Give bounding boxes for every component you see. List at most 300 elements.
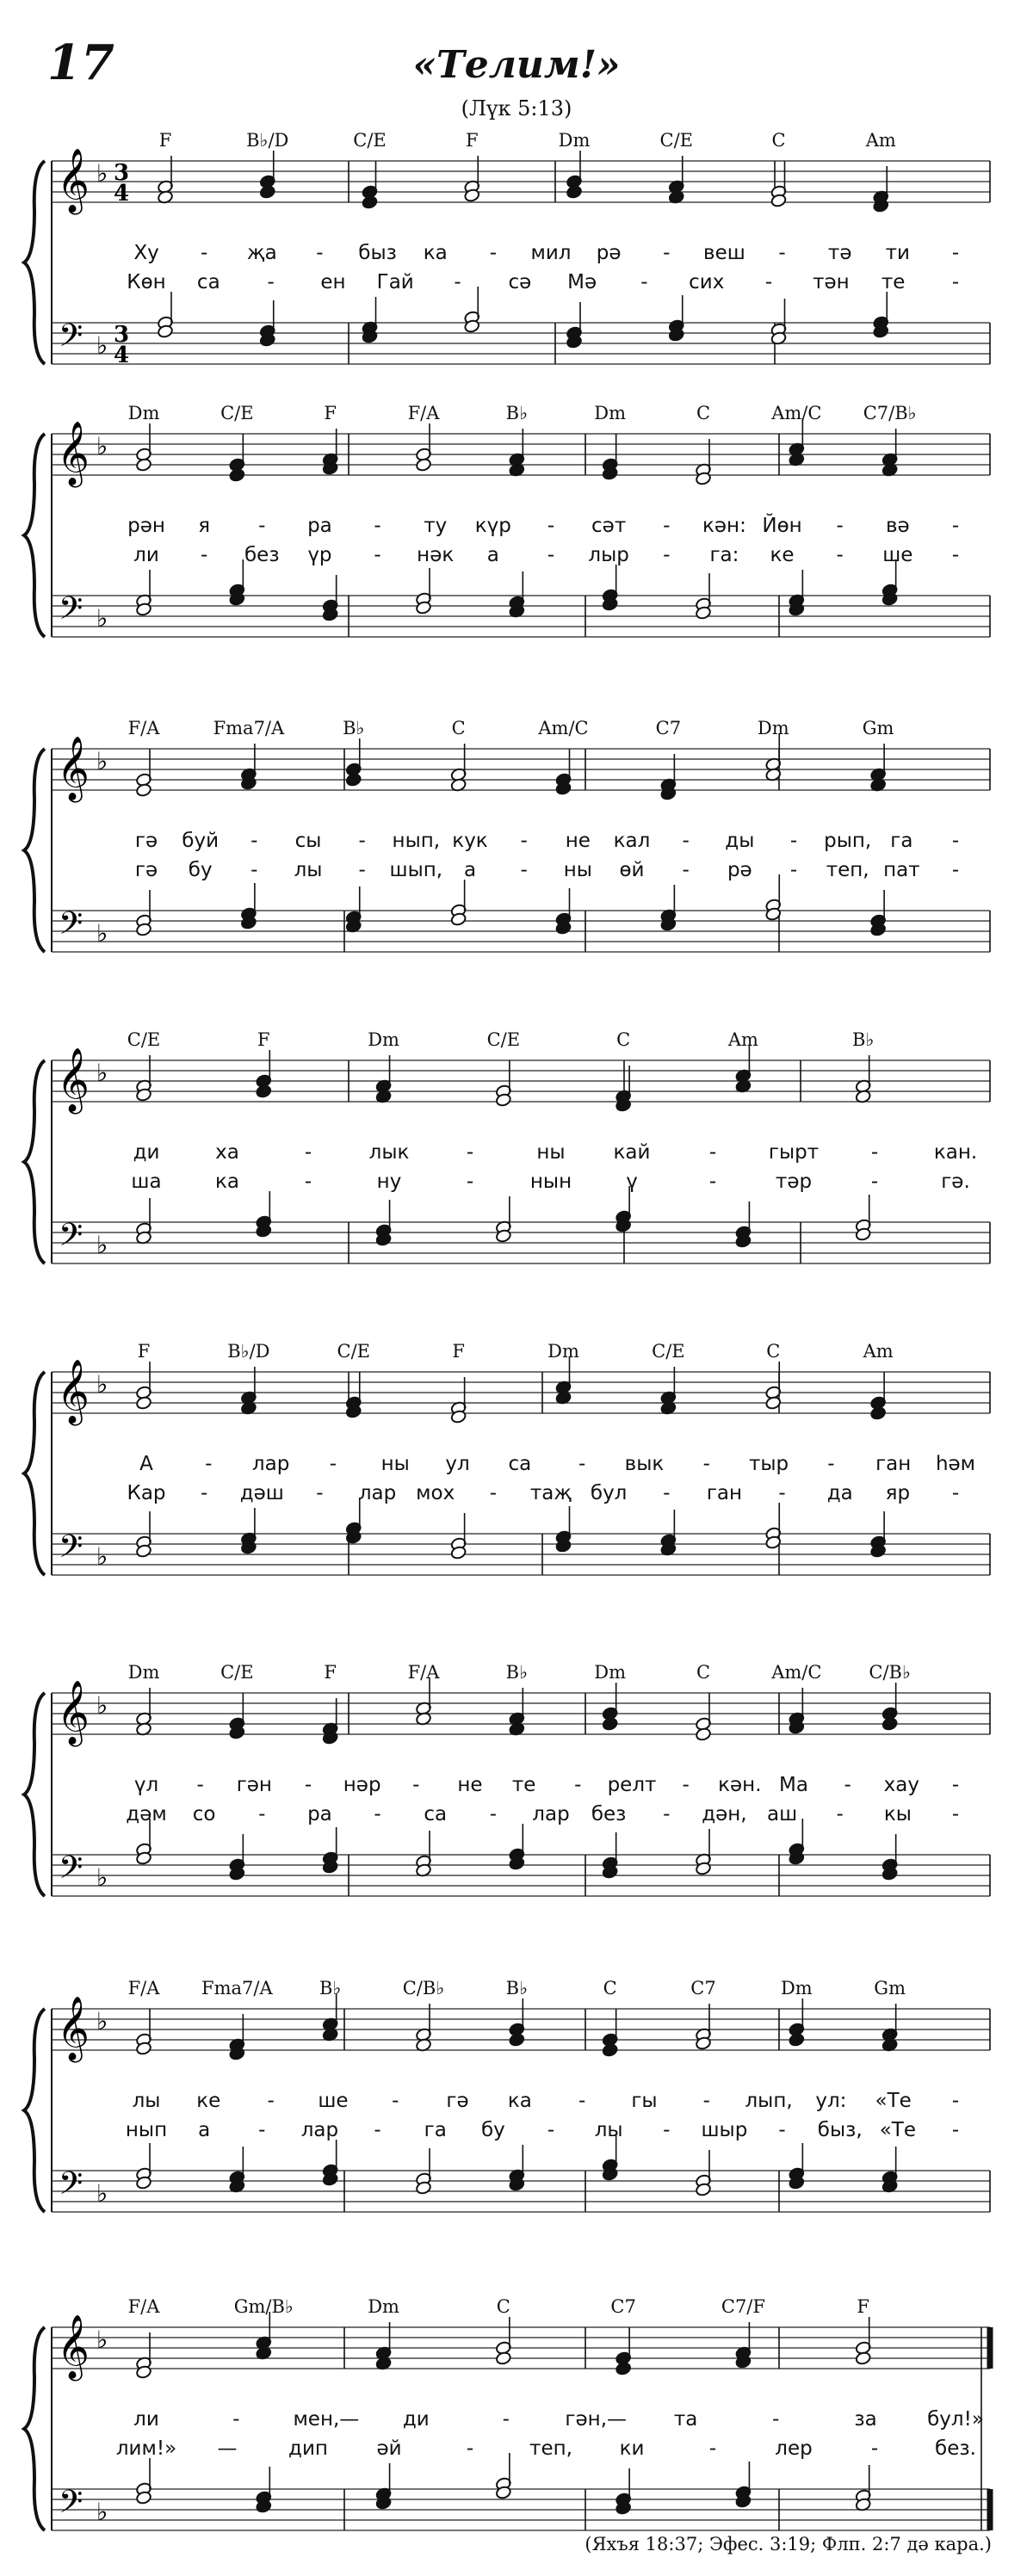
note-head (615, 2362, 632, 2376)
lyric-verse-2: - (778, 2119, 786, 2141)
lyric-verse-1: - (200, 242, 208, 264)
chord-symbol: C (696, 403, 711, 423)
lyric-verse-1: күр (474, 515, 511, 537)
lyric-verse-1: нып, (392, 830, 441, 852)
chord-symbol: C7 (655, 718, 682, 738)
lyric-verse-1: я (198, 515, 211, 537)
lyric-verse-2: са (424, 1803, 448, 1825)
lyric-verse-2: теп, (529, 2437, 572, 2460)
lyric-verse-2: - (200, 1482, 208, 1504)
lyric-verse-2: са (196, 271, 220, 293)
lyric-verse-2: со (192, 1803, 216, 1825)
lyric-verse-1: лып, (745, 2090, 793, 2112)
score-system (0, 718, 1033, 988)
lyric-verse-2: әй (376, 2437, 402, 2460)
score-system (0, 2296, 1033, 2567)
lyric-verse-2: - (836, 544, 844, 566)
lyric-verse-2: таҗ (529, 1482, 572, 1504)
treble-clef-icon: 𝄞 (57, 422, 90, 485)
lyric-verse-1: га (890, 830, 913, 852)
chord-symbol: Dm (368, 2296, 399, 2317)
bass-clef-icon: 𝄢 (59, 590, 84, 634)
lyric-verse-2: - (764, 271, 773, 293)
lyric-verse-1: - (682, 830, 690, 852)
lyric-verse-1: - (392, 2090, 399, 2112)
lyric-verse-2: - (466, 1171, 474, 1193)
footnote: (Яхъя 18:37; Эфес. 3:19; Флп. 2:7 дә кара.) (585, 2534, 992, 2554)
lyric-verse-2: - (663, 1803, 671, 1825)
lyric-verse-1: - (951, 1774, 960, 1796)
lyric-verse-1: рып, (824, 830, 872, 852)
lyric-verse-1: тә (827, 242, 852, 264)
lyric-verse-1: веш (703, 242, 745, 264)
lyric-verse-2: — (217, 2437, 238, 2460)
chord-symbol: F/A (127, 1978, 160, 1998)
lyric-verse-1: за (854, 2408, 877, 2431)
lyric-verse-2: - (870, 1171, 879, 1193)
key-flat-icon: ♭ (96, 747, 108, 775)
note-head (602, 2043, 618, 2058)
lyric-verse-2: лар (358, 1482, 397, 1504)
key-flat-icon: ♭ (96, 1370, 108, 1399)
lyric-verse-2: ка (215, 1171, 239, 1193)
treble-clef-icon: 𝄞 (57, 1681, 90, 1745)
key-flat-icon: ♭ (96, 1691, 108, 1720)
time-signature: 4 (114, 343, 130, 368)
lyric-verse-2: - (304, 1171, 312, 1193)
song-number: 17 (47, 34, 114, 91)
lyric-verse-1: - (258, 515, 266, 537)
lyric-verse-2: - (489, 1803, 497, 1825)
lyric-verse-1: ше (318, 2090, 349, 2112)
lyric-verse-1: - (251, 830, 258, 852)
note-head (509, 2033, 525, 2048)
lyric-verse-1: буй (182, 830, 220, 852)
lyric-verse-2: дән, (702, 1803, 747, 1825)
note-head (855, 2351, 871, 2366)
lyric-verse-2: тәр (775, 1171, 813, 1193)
lyric-verse-1: - (304, 1774, 312, 1796)
lyric-verse-2: рә (727, 859, 752, 881)
chord-symbol: Dm (127, 403, 160, 423)
lyric-verse-1: А (139, 1453, 153, 1475)
lyric-verse-1: - (196, 1774, 204, 1796)
system-brace (24, 2009, 45, 2212)
system-brace (24, 749, 45, 952)
lyric-verse-1: - (304, 1141, 312, 1164)
key-flat-icon: ♭ (96, 2326, 108, 2354)
scripture-reference: (Лүк 5:13) (461, 96, 572, 120)
chord-symbol: Dm (594, 1662, 627, 1683)
lyric-verse-1: ган (875, 1453, 912, 1475)
treble-clef-icon: 𝄞 (57, 1997, 90, 2060)
lyric-verse-1: лык (368, 1141, 410, 1164)
lyric-verse-1: «Те (875, 2090, 912, 2112)
lyric-verse-1: гән (236, 1774, 272, 1796)
treble-clef-icon: 𝄞 (57, 1360, 90, 1424)
lyric-verse-1: - (466, 1141, 474, 1164)
lyric-verse-1: - (708, 1141, 717, 1164)
lyric-verse-1: ти (885, 242, 911, 264)
lyric-verse-1: Ху (133, 242, 159, 264)
lyric-verse-1: - (827, 1453, 835, 1475)
chord-symbol: F (465, 130, 479, 151)
note-head (135, 1396, 152, 1411)
lyric-verse-2: - (708, 2437, 717, 2460)
lyric-verse-1: лар (251, 1453, 290, 1475)
lyric-verse-2: ган (706, 1482, 743, 1504)
system-brace (24, 434, 45, 637)
key-flat-icon: ♭ (96, 919, 108, 948)
lyric-verse-1: сы (294, 830, 322, 852)
bass-clef-icon: 𝄢 (59, 2484, 84, 2528)
lyric-verse-1: кән. (718, 1774, 762, 1796)
lyric-verse-2: - (789, 859, 798, 881)
chord-symbol: B♭ (505, 1662, 528, 1683)
key-flat-icon: ♭ (96, 1059, 108, 1087)
lyric-verse-1: кан. (933, 1141, 978, 1164)
lyric-verse-2: да (826, 1482, 853, 1504)
lyric-verse-2: - (374, 1803, 381, 1825)
lyric-verse-2: нып (125, 2119, 168, 2141)
chord-symbol: Dm (127, 1662, 160, 1683)
lyric-verse-2: ше (882, 544, 913, 566)
lyric-verse-1: ди (402, 2408, 430, 2431)
chord-symbol: C/E (220, 1662, 254, 1683)
lyric-verse-1: гә (446, 2090, 469, 2112)
score-system (0, 1029, 1033, 1300)
lyric-verse-2: а (198, 2119, 211, 2141)
lyric-verse-2: ша (131, 1171, 162, 1193)
lyric-verse-1: ка (423, 242, 448, 264)
lyric-verse-1: бул!» (927, 2408, 984, 2431)
lyric-verse-1: һәм (935, 1453, 976, 1475)
chord-symbol: B♭/D (246, 130, 289, 151)
lyric-verse-2: - (316, 1482, 324, 1504)
lyric-verse-2: - (951, 1803, 960, 1825)
lyric-verse-2: - (640, 271, 648, 293)
system-brace (24, 1060, 45, 1263)
chord-symbol: Am/C (771, 403, 822, 423)
bass-clef-icon: 𝄢 (59, 318, 84, 361)
lyric-verse-2: гә. (941, 1171, 970, 1193)
lyric-verse-2: «Те (879, 2119, 916, 2141)
lyric-verse-2: - (251, 859, 258, 881)
lyric-verse-2: сих (689, 271, 725, 293)
chord-symbol: F (257, 1029, 270, 1050)
chord-symbol: C/B♭ (869, 1662, 911, 1683)
lyric-verse-2: өй (619, 859, 645, 881)
key-flat-icon: ♭ (96, 1231, 108, 1259)
chord-symbol: Dm (547, 1341, 579, 1362)
lyric-verse-1: рә (596, 242, 622, 264)
note-head (881, 1717, 898, 1732)
chord-symbol: Gm/B♭ (233, 2296, 294, 2317)
lyric-verse-1: вә (885, 515, 910, 537)
lyric-verse-2: без. (935, 2437, 976, 2460)
key-flat-icon: ♭ (96, 1863, 108, 1892)
time-signature: 4 (114, 181, 130, 207)
lyric-verse-2: ра (307, 1803, 332, 1825)
chord-symbol: B♭ (505, 403, 528, 423)
lyric-verse-2: ү (626, 1171, 638, 1193)
lyric-verse-2: - (663, 544, 671, 566)
lyric-verse-1: ли (133, 2408, 159, 2431)
chord-symbol: C7 (690, 1978, 716, 1998)
note-head (495, 2351, 511, 2366)
key-flat-icon: ♭ (96, 432, 108, 460)
system-brace (24, 1372, 45, 1575)
lyric-verse-2: - (547, 2119, 555, 2141)
lyric-verse-1: ул (445, 1453, 470, 1475)
lyric-verse-2: - (951, 2119, 960, 2141)
lyric-verse-2: дип (288, 2437, 328, 2460)
note-head (259, 185, 275, 200)
chord-symbol: C (496, 2296, 510, 2317)
lyric-verse-2: - (778, 1482, 786, 1504)
lyric-verse-1: кук (452, 830, 488, 852)
key-flat-icon: ♭ (96, 2498, 108, 2526)
lyric-verse-1: ны (380, 1453, 410, 1475)
chord-symbol: B♭/D (227, 1341, 270, 1362)
lyric-verse-2: нәк (417, 544, 455, 566)
lyric-verse-2: теп, (826, 859, 869, 881)
score-system (0, 1978, 1033, 2248)
chord-symbol: Dm (368, 1029, 399, 1050)
lyric-verse-2: - (258, 1803, 266, 1825)
lyric-verse-1: ке (196, 2090, 221, 2112)
lyric-verse-2: без (591, 1803, 627, 1825)
lyric-verse-1: - (844, 1774, 851, 1796)
lyric-verse-1: гә (134, 830, 158, 852)
lyric-verse-1: - (316, 242, 324, 264)
key-flat-icon: ♭ (96, 2007, 108, 2035)
lyric-verse-2: - (951, 1482, 960, 1504)
lyric-verse-2: ке (770, 544, 795, 566)
lyric-verse-1: гән,— (565, 2408, 628, 2431)
lyric-verse-2: без (244, 544, 280, 566)
chord-symbol: Fma7/A (201, 1978, 273, 1998)
chord-symbol: C (771, 130, 786, 151)
lyric-verse-2: ен (320, 271, 346, 293)
lyric-verse-1: - (502, 2408, 510, 2431)
chord-symbol: F (857, 2296, 869, 2317)
lyric-verse-1: тыр (748, 1453, 789, 1475)
lyric-verse-1: - (205, 1453, 213, 1475)
chord-symbol: F (324, 1662, 337, 1683)
lyric-verse-1: ны (536, 1141, 566, 1164)
chord-symbol: Dm (780, 1978, 813, 1998)
lyric-verse-1: - (267, 2090, 275, 2112)
lyric-verse-2: - (836, 1803, 844, 1825)
lyric-verse-1: - (663, 242, 671, 264)
lyric-verse-1: - (951, 2090, 960, 2112)
lyric-verse-2: ки (619, 2437, 645, 2460)
key-flat-icon: ♭ (96, 331, 108, 360)
chord-symbol: Dm (757, 718, 789, 738)
lyric-verse-1: - (358, 830, 366, 852)
chord-symbol: C/E (127, 1029, 161, 1050)
chord-symbol: C (696, 1662, 711, 1683)
lyric-verse-2: - (374, 544, 381, 566)
lyric-verse-2: - (870, 2437, 879, 2460)
lyric-verse-2: бу (480, 2119, 505, 2141)
treble-clef-icon: 𝄞 (57, 149, 90, 213)
score-system (0, 130, 1033, 400)
lyric-verse-2: шыр (701, 2119, 748, 2141)
lyric-verse-2: сә (508, 271, 532, 293)
lyric-verse-1: - (489, 242, 497, 264)
lyric-verse-2: дәм (126, 1803, 167, 1825)
treble-clef-icon: 𝄞 (57, 1048, 90, 1112)
lyric-verse-2: мох (416, 1482, 455, 1504)
chord-symbol: Am/C (538, 718, 589, 738)
lyric-verse-2: а (486, 544, 499, 566)
lyric-verse-1: сәт (591, 515, 627, 537)
lyric-verse-1: - (578, 2090, 586, 2112)
lyric-verse-1: хау (883, 1774, 919, 1796)
lyric-verse-1: Йөн (762, 515, 802, 537)
lyric-verse-2: - (358, 859, 366, 881)
chord-symbol: F (324, 403, 337, 423)
chord-symbol: C/E (659, 130, 693, 151)
lyric-verse-1: вык (624, 1453, 665, 1475)
lyric-verse-2: лы (594, 2119, 623, 2141)
lyric-verse-2: те (881, 271, 906, 293)
lyric-verse-1: та (673, 2408, 698, 2431)
lyric-verse-2: быз, (817, 2119, 863, 2141)
note-head (789, 2033, 805, 2048)
lyric-verse-1: лы (132, 2090, 161, 2112)
lyric-verse-2: ли (133, 544, 159, 566)
bass-clef-icon: 𝄢 (59, 1850, 84, 1893)
note-head (602, 1717, 618, 1732)
lyric-verse-1: ды (725, 830, 755, 852)
lyric-verse-1: ха (215, 1141, 239, 1164)
lyric-verse-2: Кар (127, 1482, 166, 1504)
lyric-verse-2: дәш (239, 1482, 284, 1504)
chord-symbol: C/E (652, 1341, 685, 1362)
chord-symbol: F (452, 1341, 465, 1362)
lyric-verse-2: лы (294, 859, 323, 881)
lyric-verse-2: ну (376, 1171, 402, 1193)
bass-clef-icon: 𝄢 (59, 905, 84, 949)
lyric-verse-2: лар (300, 2119, 339, 2141)
treble-clef-icon: 𝄞 (57, 737, 90, 800)
lyric-verse-1: - (374, 515, 381, 537)
note-head (135, 458, 152, 473)
chord-symbol: F/A (407, 403, 440, 423)
lyric-verse-2: Көн (127, 271, 166, 293)
lyric-verse-1: җа (246, 242, 277, 264)
lyric-verse-1: - (232, 2408, 240, 2431)
key-flat-icon: ♭ (96, 1542, 108, 1571)
lyric-verse-2: - (520, 859, 528, 881)
lyric-verse-2: - (454, 271, 461, 293)
key-flat-icon: ♭ (96, 604, 108, 633)
lyric-verse-2: нын (529, 1171, 572, 1193)
note-head (345, 773, 362, 788)
lyric-verse-1: - (329, 1453, 337, 1475)
lyric-verse-1: - (682, 1774, 690, 1796)
lyric-verse-1: - (836, 515, 844, 537)
lyric-verse-1: Ма (779, 1774, 808, 1796)
chord-symbol: C (766, 1341, 781, 1362)
bass-clef-icon: 𝄢 (59, 2165, 84, 2209)
lyric-verse-2: шып, (389, 859, 443, 881)
lyric-verse-2: ны (563, 859, 592, 881)
lyric-verse-1: ка (507, 2090, 532, 2112)
lyric-verse-1: релт (607, 1774, 657, 1796)
chord-symbol: B♭ (343, 718, 365, 738)
lyric-verse-1: - (578, 1453, 586, 1475)
chord-symbol: Am (865, 130, 896, 151)
chord-symbol: F/A (407, 1662, 440, 1683)
lyric-verse-1: гырт (768, 1141, 820, 1164)
chord-symbol: F (137, 1341, 151, 1362)
lyric-verse-1: - (771, 2408, 780, 2431)
system-brace (24, 161, 45, 364)
chord-symbol: C7/F (721, 2296, 765, 2317)
lyric-verse-1: те (511, 1774, 536, 1796)
chord-symbol: C/E (220, 403, 254, 423)
lyric-verse-1: - (574, 1774, 582, 1796)
lyric-verse-2: кы (883, 1803, 912, 1825)
lyric-verse-2: - (267, 271, 275, 293)
lyric-verse-1: мен,— (293, 2408, 360, 2431)
lyric-verse-1: ту (424, 515, 448, 537)
chord-symbol: Dm (558, 130, 591, 151)
lyric-verse-2: үр (307, 544, 332, 566)
lyric-verse-2: бу (188, 859, 213, 881)
song-title: «Телим!» (412, 43, 621, 87)
lyric-verse-1: не (457, 1774, 483, 1796)
lyric-verse-2: лар (532, 1803, 570, 1825)
treble-clef-icon: 𝄞 (57, 2315, 90, 2379)
lyric-verse-2: - (663, 2119, 671, 2141)
lyric-verse-1: - (951, 515, 960, 537)
lyric-verse-2: га (424, 2119, 447, 2141)
lyric-verse-2: - (951, 859, 960, 881)
lyric-verse-2: аш (766, 1803, 798, 1825)
lyric-verse-1: - (702, 2090, 710, 2112)
time-signature: 3 (114, 160, 130, 186)
note-head (870, 1406, 887, 1421)
lyric-verse-1: - (789, 830, 798, 852)
lyric-verse-1: - (412, 1774, 420, 1796)
lyric-verse-1: не (565, 830, 591, 852)
score-system (0, 1341, 1033, 1611)
chord-symbol: Am (863, 1341, 894, 1362)
lyric-verse-1: кал (613, 830, 651, 852)
chord-symbol: C/E (486, 1029, 521, 1050)
chord-symbol: Am (727, 1029, 758, 1050)
key-flat-icon: ♭ (96, 159, 108, 188)
lyric-verse-1: - (778, 242, 786, 264)
lyric-verse-2: бул (590, 1482, 628, 1504)
lyric-verse-1: нәр (343, 1774, 381, 1796)
lyric-verse-2: лыр (588, 544, 629, 566)
lyric-verse-2: а (463, 859, 477, 881)
key-flat-icon: ♭ (96, 2179, 108, 2208)
lyric-verse-1: кән: (702, 515, 746, 537)
time-signature: 3 (114, 322, 130, 348)
chord-symbol: C (451, 718, 466, 738)
chord-symbol: F/A (127, 718, 160, 738)
lyric-verse-2: - (951, 271, 960, 293)
chord-symbol: C (603, 1978, 617, 1998)
system-brace (24, 1693, 45, 1896)
